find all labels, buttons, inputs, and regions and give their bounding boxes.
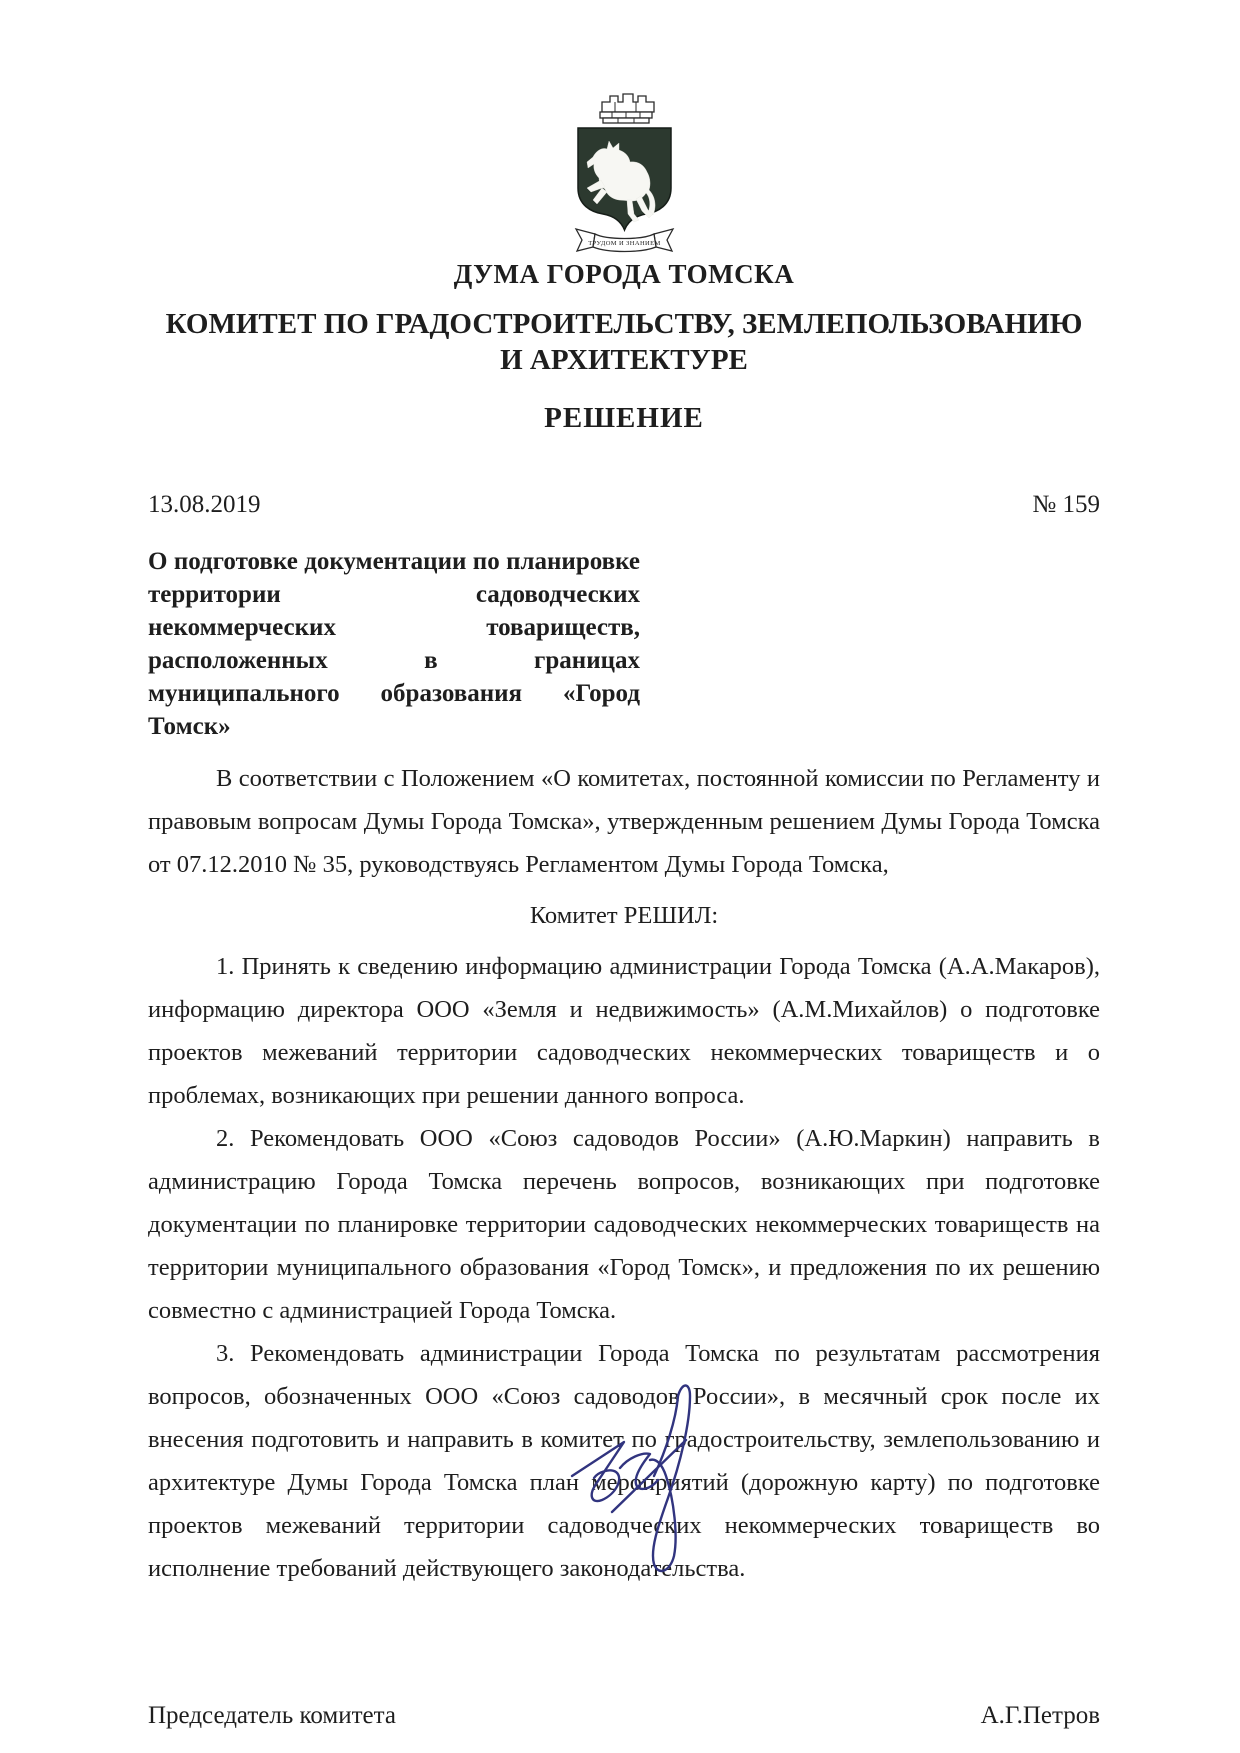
committee-name: КОМИТЕТ ПО ГРАДОСТРОИТЕЛЬСТВУ, ЗЕМЛЕПОЛЬЗОВАНИЮ И АРХИТЕКТУРЕ (165, 308, 1083, 376)
signature-row (148, 1702, 1100, 1730)
doc-date: 13.08.2019 (148, 491, 261, 518)
org-name: ДУМА ГОРОДА ТОМСКА (453, 259, 795, 289)
mural-crown-icon (600, 94, 654, 123)
preamble-paragraph: В соответствии с Положением «О комитетах, постоянной комиссии по Регламенту и правовым вопросам Думы Города Томска», утвержденным решением Думы Города Томска от 07.12.2010 № 35, руководствуясь Регламентом Думы Города Томска, (148, 765, 1100, 878)
signer-name: А.Г.Петров (980, 1702, 1100, 1729)
motto-ribbon-icon (576, 229, 673, 252)
resolved-heading: Комитет РЕШИЛ: (529, 902, 719, 929)
resolution-item-3: 3. Рекомендовать администрации Города Томска по результатам рассмотрения вопросов, обозначенных ООО «Союз садоводов России», в месячный срок после их внесения подготовить и направить в комитет по градостроительству, землепользованию и архитектуре Думы Города Томска план мероприятий (дорожную карту) по подготовке проектов межеваний территории садоводческих некоммерческих товариществ во исполнение требований действующего законодательства. (148, 1340, 1100, 1582)
resolution-item-1: 1. Принять к сведению информацию администрации Города Томска (А.А.Макаров), информацию директора ООО «Земля и недвижимость» (А.М.Михайлов) о подготовке проектов межеваний территории садоводческих некоммерческих товариществ и о проблемах, возникающих при решении данного вопроса. (148, 953, 1100, 1109)
doc-type-heading: РЕШЕНИЕ (544, 402, 704, 434)
tomsk-coat-of-arms-icon (549, 88, 699, 253)
resolution-item-2: 2. Рекомендовать ООО «Союз садоводов России» (А.Ю.Маркин) направить в администрацию Города Томска перечень вопросов, возникающих при подготовке документации по планировке территории садоводческих некоммерческих товариществ на территории муниципального образования «Город Томск», и предложения по их решению совместно с администрацией Города Томска. (148, 1125, 1100, 1324)
signer-title: Председатель комитета (148, 1702, 396, 1729)
doc-subject: О подготовке документации по планировке территории садоводческих некоммерческих товариществ, расположенных в границах муниципального образования «Город Томск» (148, 548, 640, 740)
motto-text: ТРУДОМ И ЗНАНИЕМ (588, 240, 661, 247)
meta-row (148, 491, 1100, 519)
doc-number: № 159 (1032, 491, 1100, 518)
